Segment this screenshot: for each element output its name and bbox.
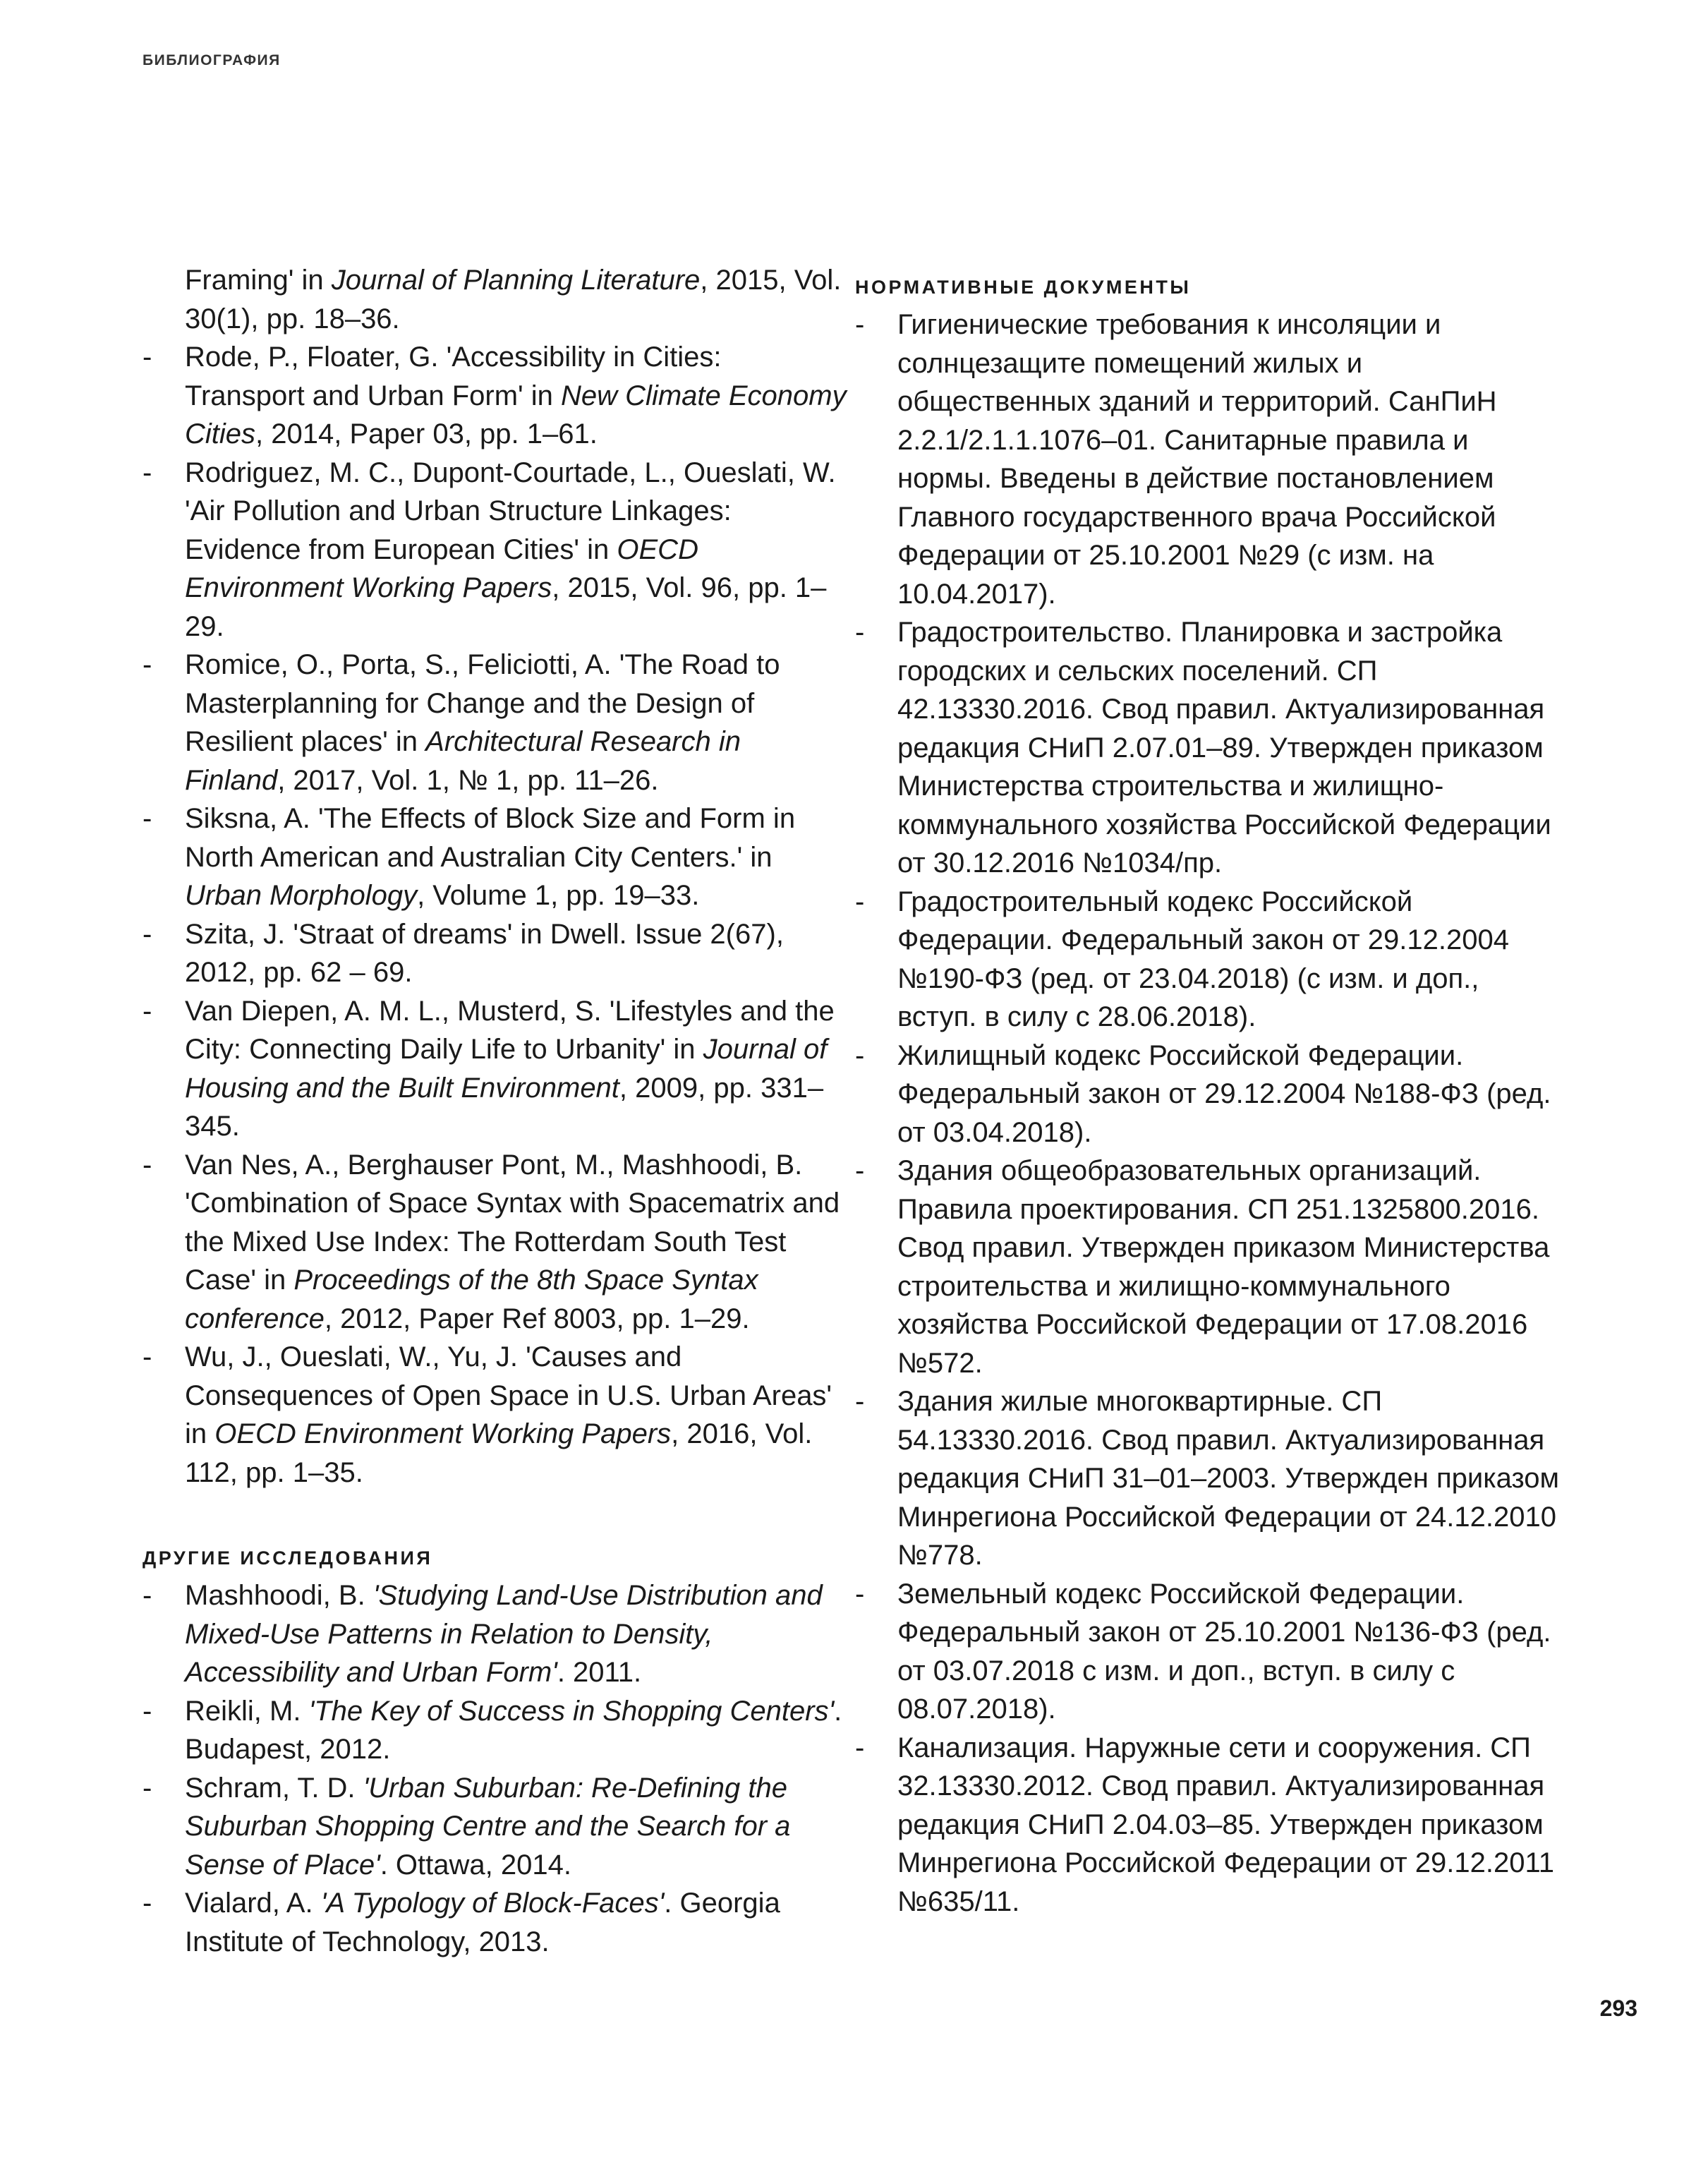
entry-text: , 2014, Paper 03, pp. 1–61. [255,418,598,449]
entry-text: Siksna, A. 'The Effects of Block Size and Form in North American and Australian City Centers.' in [185,803,796,873]
entry-text: , 2016, Vol. 112, pp. 1–35. [185,1418,813,1488]
continued-entry [143,261,848,338]
entry-text: Mashhoodi, B. [185,1580,373,1611]
normative-entry: - Гигиенические требования к инсоляции и солнцезащите помещений жилых и общественных зданий и территорий. СанПиН 2.2.1/2.1.1.1076–01. Санитарные правила и нормы. Введены в действие постановлением Главного государственного врача Российской Федерации от 25.10.2001 №29 (с изм. на 10.04.2017). [855,306,1561,613]
entry-text: , 2015, Vol. 30(1), pp. 18–36. [185,265,842,334]
entry-text: Vialard, A. [185,1888,321,1919]
entry-text: Reikli, M. [185,1695,309,1727]
entry-text: Romice, O., Porta, S., Feliciotti, A. 'The Road to Masterplanning for Change and the Design of Resilient places' in [185,649,780,757]
left-column [143,261,848,1961]
entry-italic: 'Studying Land-Use Distribution and Mixed-Use Patterns in Relation to Density, Accessibility and Urban Form' [185,1580,823,1688]
bibliography-entry [143,338,848,454]
bibliography-entry [143,1692,848,1769]
section-heading-normative-documents: НОРМАТИВНЫЕ ДОКУМЕНТЫ [855,277,1192,298]
entry-text: , 2012, Paper Ref 8003, pp. 1–29. [324,1303,750,1334]
entry-italic: 'A Typology of Block-Faces' [320,1888,665,1919]
entry-text: Framing' in [185,265,332,296]
bibliography-entry [143,1338,848,1492]
entry-text: , 2009, pp. 331–345. [185,1072,824,1142]
entry-italic: OECD Environment Working Papers [214,1418,672,1449]
normative-entry: - Градостроительный кодекс Российской Федерации. Федеральный закон от 29.12.2004 №190-ФЗ (ред. от 23.04.2018) (с изм. и доп., вступ. в силу с 28.06.2018). [855,883,1561,1037]
normative-entry: - Жилищный кодекс Российской Федерации. Федеральный закон от 29.12.2004 №188-ФЗ (ред. от 03.04.2018). [855,1037,1561,1152]
entry-text: , 2017, Vol. 1, № 1, pp. 11–26. [277,764,659,796]
bibliography-entry [143,454,848,646]
entry-italic: 'Urban Suburban: Re-Defining the Suburban Shopping Centre and the Search for a Sense of Place' [185,1772,791,1881]
entry-italic: 'The Key of Success in Shopping Centers' [308,1695,835,1727]
entry-text: Van Diepen, A. M. L., Musterd, S. 'Lifestyles and the City: Connecting Daily Life to Urbanity' in [185,995,835,1065]
page-number: 293 [1599,1996,1637,2021]
entry-italic: Proceedings of the 8th Space Syntax conference [185,1264,758,1334]
entry-text: . Budapest, 2012. [185,1695,842,1765]
normative-entry: - Градостроительство. Планировка и застройка городских и сельских поселений. СП 42.13330.2016. Свод правил. Актуализированная редакция СНиП 2.07.01–89. Утвержден приказом Министерства строительства и жилищно-коммунального хозяйства Российской Федерации от 30.12.2016 №1034/пр. [855,613,1561,883]
entry-text: Wu, J., Oueslati, W., Yu, J. 'Causes and Consequences of Open Space in U.S. Urban Areas' in [185,1341,832,1449]
normative-entry: - Здания жилые многоквартирные. СП 54.13330.2016. Свод правил. Актуализированная редакция СНиП 31–01–2003. Утвержден приказом Минрегиона Российской Федерации от 24.12.2010 №778. [855,1382,1561,1575]
bibliography-entry [143,1769,848,1885]
entry-text: Rodriguez, M. C., Dupont-Courtade, L., Oueslati, W. 'Air Pollution and Urban Structure Linkages: Evidence from European Cities' in [185,457,836,565]
entry-text: Van Nes, A., Berghauser Pont, M., Mashhoodi, B. 'Combination of Space Syntax with Spacematrix and the Mixed Use Index: The Rotterdam South Test Case' in [185,1149,840,1296]
entry-text: . 2011. [557,1657,642,1688]
bibliography-entry [143,915,848,992]
entry-italic: Journal of Housing and the Built Environment [185,1034,828,1104]
entry-italic: OECD Environment Working Papers [185,533,698,603]
bibliography-entry [143,1146,848,1339]
section-heading-other-research: ДРУГИЕ ИССЛЕДОВАНИЯ [143,1547,433,1569]
entry-italic: Architectural Research in Finland [185,726,741,796]
entry-italic: Journal of Planning Literature [331,265,701,296]
entry-italic: Urban Morphology [185,880,418,911]
entry-text: , 2015, Vol. 96, pp. 1–29. [185,572,827,642]
bibliography-entry [143,992,848,1146]
entry-text: , Volume 1, pp. 19–33. [417,880,700,911]
entry-text: . Georgia Institute of Technology, 2013. [185,1888,780,1957]
entry-text: . Ottawa, 2014. [380,1849,571,1881]
normative-entry: - Канализация. Наружные сети и сооружения. СП 32.13330.2012. Свод правил. Актуализированная редакция СНиП 2.04.03–85. Утвержден приказом Минрегиона Российской Федерации от 29.12.2011 №635/11. [855,1729,1561,1921]
bibliography-entry [143,1884,848,1961]
right-column [855,261,1561,1921]
entry-text: Schram, T. D. [185,1772,363,1804]
entry-text: Szita, J. 'Straat of dreams' in Dwell. Issue 2(67), 2012, pp. 62 – 69. [185,918,784,988]
bibliography-entry [143,1576,848,1692]
normative-entry: - Здания общеобразовательных организаций. Правила проектирования. СП 251.1325800.2016. Свод правил. Утвержден приказом Министерства строительства и жилищно-коммунального хозяйства Российской Федерации от 17.08.2016 №572. [855,1152,1561,1382]
entry-text: Rode, P., Floater, G. 'Accessibility in Cities: Transport and Urban Form' in [185,342,722,411]
bibliography-entry [143,646,848,799]
normative-entry: - Земельный кодекс Российской Федерации. Федеральный закон от 25.10.2001 №136-ФЗ (ред. от 03.07.2018 с изм. и доп., вступ. в силу с 08.07.2018). [855,1575,1561,1729]
entry-italic: New Climate Economy Cities [185,380,847,449]
bibliography-entry [143,799,848,915]
running-head: БИБЛИОГРАФИЯ [143,52,281,68]
